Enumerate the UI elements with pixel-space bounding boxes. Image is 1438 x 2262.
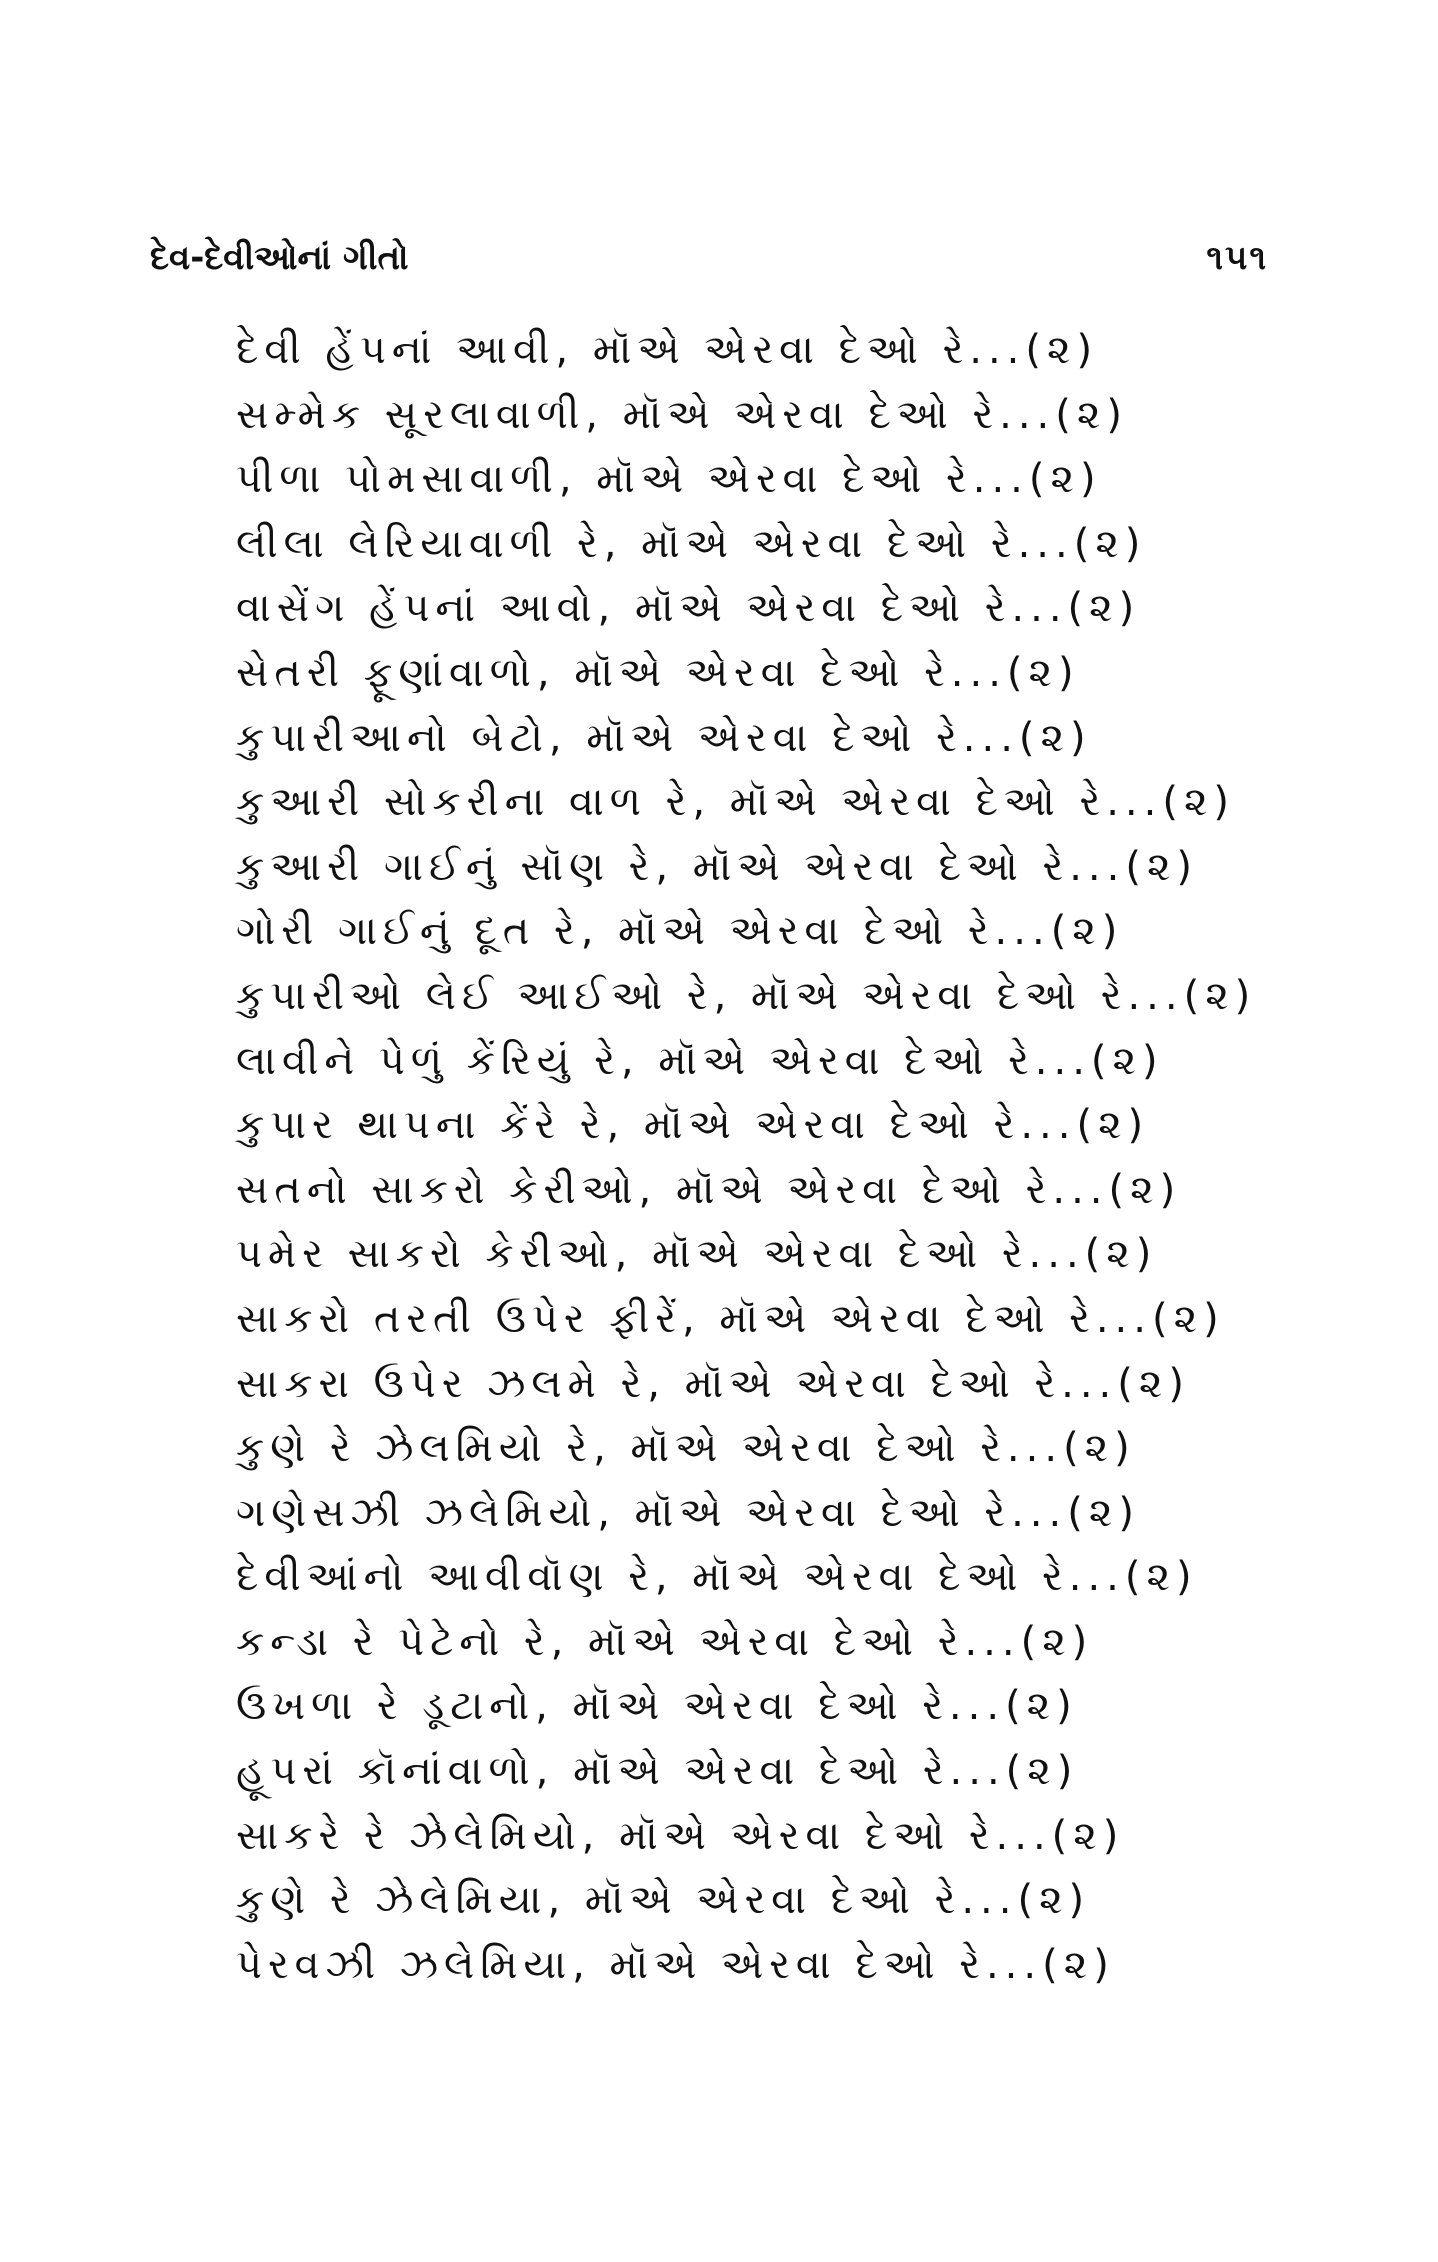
verse-line: સેતરી ફૂણાંવાળો, મૉએ એરવા દેઓ રે...(૨) (236, 649, 1080, 696)
song-verses (236, 318, 1257, 1997)
verse-line: સાકરે રે ઝેલેમિયો, મૉએ એરવા દેઓ રે...(૨) (236, 1812, 1125, 1859)
verse-line: દેવી હેંપનાં આવી, મૉએ એરવા દેઓ રે...(૨) (236, 327, 1099, 373)
verse-line: લીલા લેરિયાવાળી રે, મૉએ એરવા દેઓ રે...(૨) (236, 520, 1147, 567)
chapter-title: દેવ-દેવીઓનાં ગીતો (150, 238, 409, 278)
verse-line: કુપારીઓ લેઈ આઈઓ રે, મૉએ એરવા દેઓ રે...(૨) (236, 972, 1257, 1019)
verse-line: કુપાર થાપના કેંરે રે, મૉએ એરવા દેઓ રે...(૨) (236, 1102, 1150, 1149)
running-header (150, 228, 1268, 288)
verse-line: દેવીઆંનો આવીવૉણ રે, મૉએ એરવા દેઓ રે...(૨) (236, 1554, 1198, 1601)
verse-line: કન્ડા રે પેટેનો રે, મૉએ એરવા દેઓ રે...(૨) (236, 1618, 1094, 1665)
verse-line: સાકરા ઉપેર ઝલમે રે, મૉએ એરવા દેઓ રે...(૨) (236, 1360, 1190, 1407)
page-number: ૧૫૧ (1206, 238, 1268, 278)
verse-line: પમેર સાકરો કેરીઓ, મૉએ એરવા દેઓ રે...(૨) (236, 1231, 1158, 1278)
verse-line: કુપારીઆનો બેટો, મૉએ એરવા દેઓ રે...(૨) (236, 714, 1092, 761)
verse-line: પેરવઝી ઝલેમિયા, મૉએ એરવા દેઓ રે...(૨) (236, 1941, 1115, 1988)
verse-line: કુણે રે ઝેલમિયો રે, મૉએ એરવા દેઓ રે...(૨) (236, 1425, 1136, 1472)
verse-line: વાસેંગ હેંપનાં આવો, મૉએ એરવા દેઓ રે...(૨) (236, 585, 1141, 632)
verse-line: ઉખળા રે ડૂટાનો, મૉએ એરવા દેઓ રે...(૨) (236, 1683, 1078, 1730)
verse-line: કુણે રે ઝેલેમિયા, મૉએ એરવા દેઓ રે...(૨) (236, 1877, 1091, 1924)
verse-line: હૂપરાં કૉનાંવાળો, મૉએ એરવા દેઓ રે...(૨) (236, 1748, 1079, 1795)
verse-line: ગણેસઝી ઝલેમિયો, મૉએ એરવા દેઓ રે...(૨) (236, 1489, 1140, 1536)
verse-line: કુઆરી ગાઈનું સૉણ રે, મૉએ એરવા દેઓ રે...(૨) (236, 843, 1199, 890)
verse-line: ગોરી ગાઈનું દૂત રે, મૉએ એરવા દેઓ રે...(૨) (236, 908, 1124, 955)
verse-line: સતનો સાકરો કેરીઓ, મૉએ એરવા દેઓ રે...(૨) (236, 1166, 1182, 1213)
verse-line: કુઆરી સોકરીના વાળ રે, મૉએ એરવા દેઓ રે...(૨) (236, 779, 1236, 826)
verse-line: પીળા પોમસાવાળી, મૉએ એરવા દેઓ રે...(૨) (236, 456, 1102, 503)
verse-line: સમ્મેક સૂરલાવાળી, મૉએ એરવા દેઓ રે...(૨) (236, 391, 1128, 438)
verse-line: સાકરો તરતી ઉપેર ફીરેં, મૉએ એરવા દેઓ રે...(૨) (236, 1295, 1225, 1342)
verse-line: લાવીને પેળું કેંરિયું રે, મૉએ એરવા દેઓ રે...(૨) (236, 1037, 1164, 1084)
